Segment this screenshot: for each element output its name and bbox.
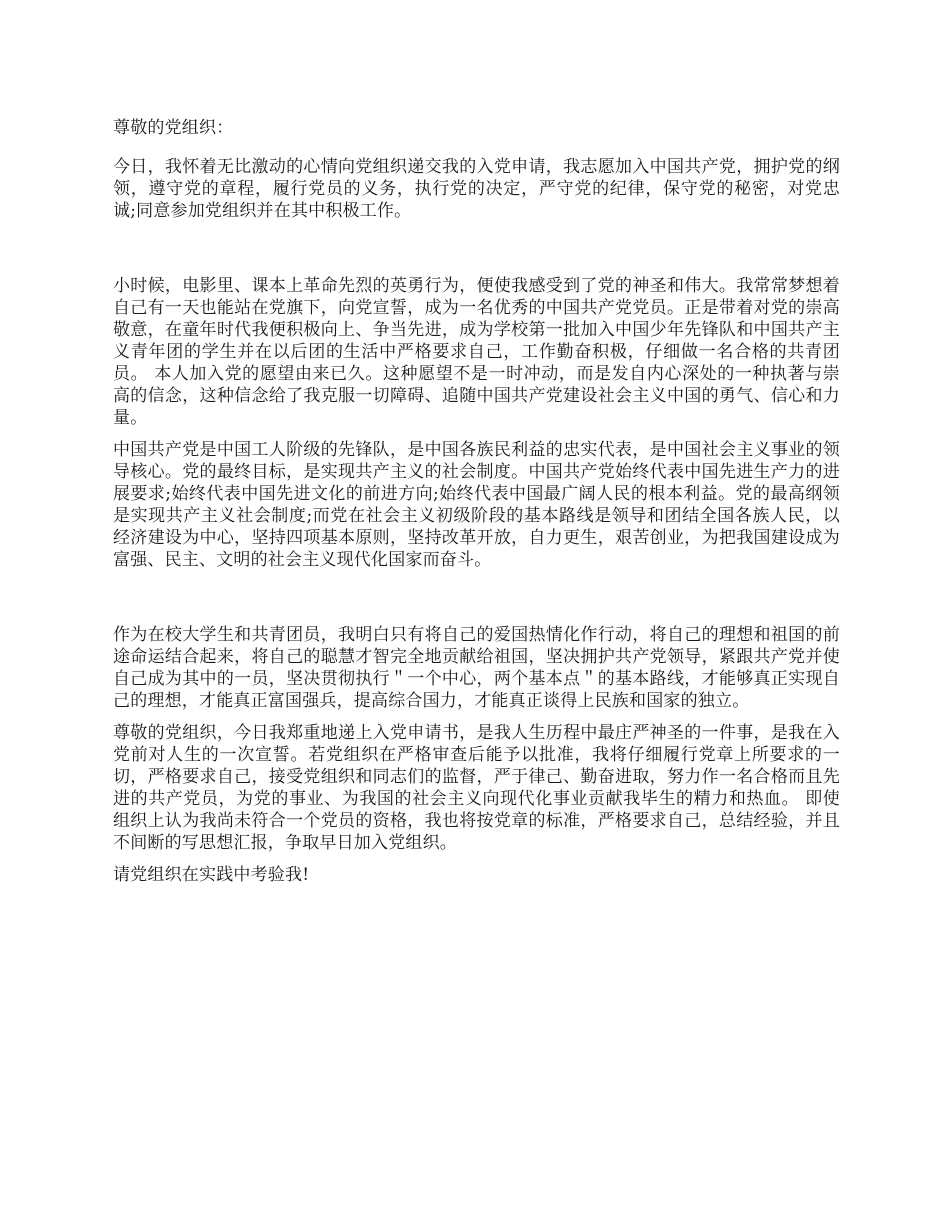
letter-body [113,117,840,886]
paragraph-student-resolve: 作为在校大学生和共青团员，我明白只有将自己的爱国热情化作行动，将自己的理想和祖国的前途命运结合起来，将自己的聪慧才智完全地贡献给祖国，坚决拥护共产党领导，紧跟共产党并使自己成为其中的一员，坚决贯彻执行＂一个中心，两个基本点＂的基本路线，才能够真正实现自己的理想，才能真正富国强兵，提高综合国力，才能真正谈得上民族和国家的独立。 [113,625,840,711]
paragraph-party-nature: 中国共产党是中国工人阶级的先锋队，是中国各族民利益的忠实代表，是中国社会主义事业的领导核心。党的最终目标，是实现共产主义的社会制度。中国共产党始终代表中国先进生产力的进展要求;始终代表中国先进文化的前进方向;始终代表中国最广阔人民的根本利益。党的最高纲领是实现共产主义社会制度;而党在社会主义初级阶段的基本路线是领导和团结全国各族人民，以经济建设为中心，坚持四项基本原则，坚持改革开放，自力更生，艰苦创业，为把我国建设成为富强、民主、文明的社会主义现代化国家而奋斗。 [113,440,840,570]
paragraph-application: 今日，我怀着无比激动的心情向党组织递交我的入党申请，我志愿加入中国共产党，拥护党的纲领，遵守党的章程，履行党员的义务，执行党的决定，严守党的纪律，保守党的秘密，对党忠诚;同意参加党组织并在其中积极工作。 [113,157,840,221]
paragraph-childhood: 小时候，电影里、课本上革命先烈的英勇行为，便使我感受到了党的神圣和伟大。我常常梦想着自己有一天也能站在党旗下，向党宣誓，成为一名优秀的中国共产党党员。正是带着对党的崇高敬意，在童年时代我便积极向上、争当先进，成为学校第一批加入中国少年先锋队和中国共产主义青年团的学生并在以后团的生活中严格要求自己，工作勤奋积极，仔细做一名合格的共青团员。 本人加入党的愿望由来已久。这种愿望不是一时冲动，而是发自内心深处的一种执著与崇高的信念，这种信念给了我克服一切障碍、追随中国共产党建设社会主义中国的勇气、信心和力量。 [113,276,840,428]
salutation: 尊敬的党组织： [113,118,234,138]
paragraph-pledge: 尊敬的党组织，今日我郑重地递上入党申请书，是我人生历程中最庄严神圣的一件事，是我在入党前对人生的一次宣誓。若党组织在严格审查后能予以批准，我将仔细履行党章上所要求的一切，严格要求自己，接受党组织和同志们的监督，严于律己、勤奋进取，努力作一名合格而且先进的共产党员，为党的事业、为我国的社会主义向现代化事业贡献我毕生的精力和热血。 即使组织上认为我尚未符合一个党员的资格，我也将按党章的标准，严格要求自己，总结经验，并且不间断的写思想汇报，争取早日加入党组织。 [113,723,840,853]
closing-line: 请党组织在实践中考验我! [113,865,310,885]
